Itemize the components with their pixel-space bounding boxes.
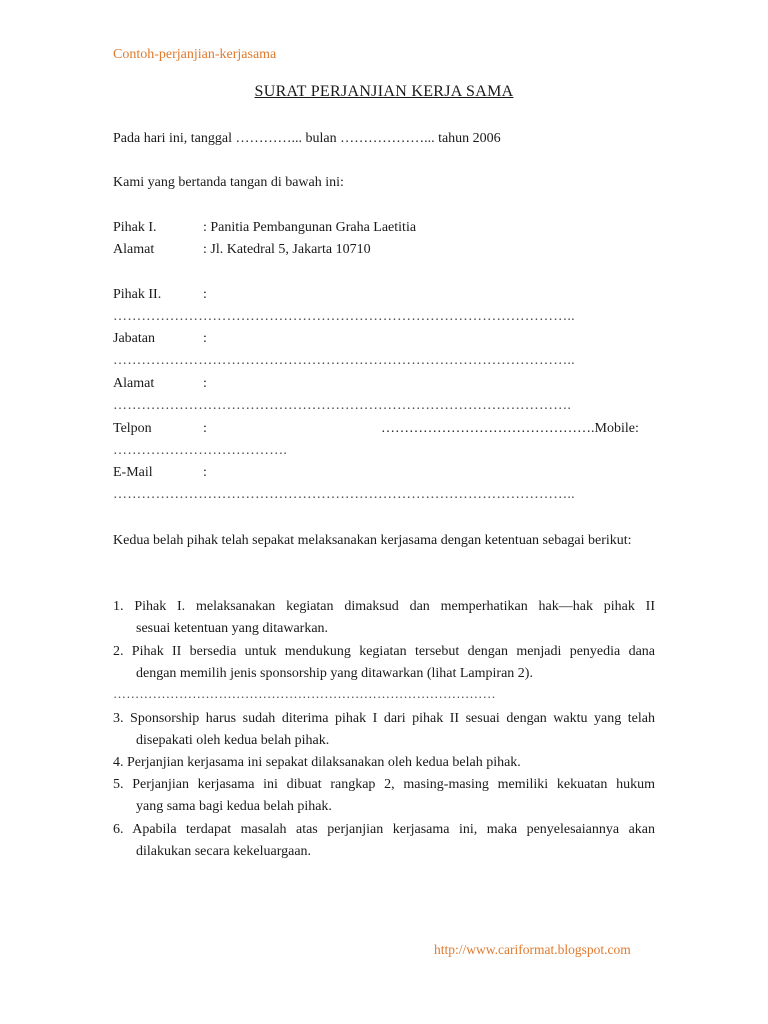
term-2-cont: dengan memilih jenis sponsorship yang ditawarkan (lihat Lampiran 2). (136, 666, 533, 681)
party1-name-value: : Panitia Pembangunan Graha Laetitia (203, 220, 417, 235)
party1-name-label: Pihak I. (113, 220, 157, 235)
agreement-intro: Kedua belah pihak telah sepakat melaksanakan kerjasama dengan ketentuan sebagai berikut: (113, 533, 632, 548)
term-1-text: 1. Pihak I. melaksanakan kegiatan dimaksud dan memperhatikan hak—hak pihak II (113, 599, 655, 614)
header-label: Contoh-perjanjian-kerjasama (113, 47, 277, 62)
party2-position-row (113, 331, 207, 347)
term-5-cont: yang sama bagi kedua belah pihak. (136, 799, 332, 814)
party2-position-label: Jabatan (113, 331, 155, 346)
party2-phone-value: : (203, 421, 207, 436)
party2-phone-label: Telpon (113, 421, 152, 436)
term-1 (113, 596, 655, 640)
party2-email-label: E-Mail (113, 465, 153, 480)
term-6 (113, 819, 655, 863)
party1-address-row (113, 242, 371, 258)
footer-url-link[interactable]: http://www.cariformat.blogspot.com (434, 942, 631, 957)
term-3-cont: disepakati oleh kedua belah pihak. (136, 733, 330, 748)
term-5 (113, 774, 655, 818)
party2-address-dots: ……………………………………………………………………………………. (113, 398, 572, 413)
party1-address-value: : Jl. Katedral 5, Jakarta 10710 (203, 242, 371, 257)
party2-name-label: Pihak II. (113, 287, 162, 302)
title-text: SURAT PERJANJIAN KERJA SAMA (254, 83, 514, 100)
party2-address-row (113, 376, 207, 392)
party2-phone-dots: ………………………………. (113, 443, 288, 458)
term-3-text: 3. Sponsorship harus sudah diterima pihak I dari pihak II sesuai dengan waktu yang telah (113, 711, 655, 726)
term-4-text: 4. Perjanjian kerjasama ini sepakat dilaksanakan oleh kedua belah pihak. (113, 755, 521, 770)
term-1-cont: sesuai ketentuan yang ditawarkan. (136, 621, 329, 636)
party2-address-label: Alamat (113, 376, 155, 391)
party2-position-value: : (203, 331, 207, 346)
term-2 (113, 641, 655, 685)
term-3 (113, 708, 655, 752)
party1-name-row (113, 220, 416, 236)
intro-text: Kami yang bertanda tangan di bawah ini: (113, 175, 344, 190)
party2-phone-row (113, 421, 207, 437)
party2-name-value: : (203, 287, 207, 302)
term-6-cont: dilakukan secara kekeluargaan. (136, 844, 312, 859)
party2-email-value: : (203, 465, 207, 480)
document-title (0, 83, 768, 101)
party2-position-dots: …………………………………………………………………………………….. (113, 353, 575, 368)
term-6-text: 6. Apabila terdapat masalah atas perjanjian kerjasama ini, maka penyelesaiannya akan (113, 822, 655, 837)
party2-address-value: : (203, 376, 207, 391)
date-line: Pada hari ini, tanggal …………... bulan ………………... tahun 2006 (113, 131, 501, 146)
term-5-text: 5. Perjanjian kerjasama ini dibuat rangkap 2, masing-masing memiliki kekuatan hukum (113, 777, 655, 792)
term-2-text: 2. Pihak II bersedia untuk mendukung kegiatan tersebut dengan menjadi penyedia dana (113, 644, 655, 659)
party2-email-dots: …………………………………………………………………………………….. (113, 487, 575, 502)
term-2-dots: …………………………………………………………………………… (113, 686, 496, 701)
party1-address-label: Alamat (113, 242, 155, 257)
party2-name-dots: …………………………………………………………………………………….. (113, 309, 575, 324)
party2-name-row (113, 287, 207, 303)
term-4 (113, 752, 655, 774)
party2-phone-mobile: ……………………………………….Mobile: (381, 421, 639, 436)
party2-email-row (113, 465, 207, 481)
